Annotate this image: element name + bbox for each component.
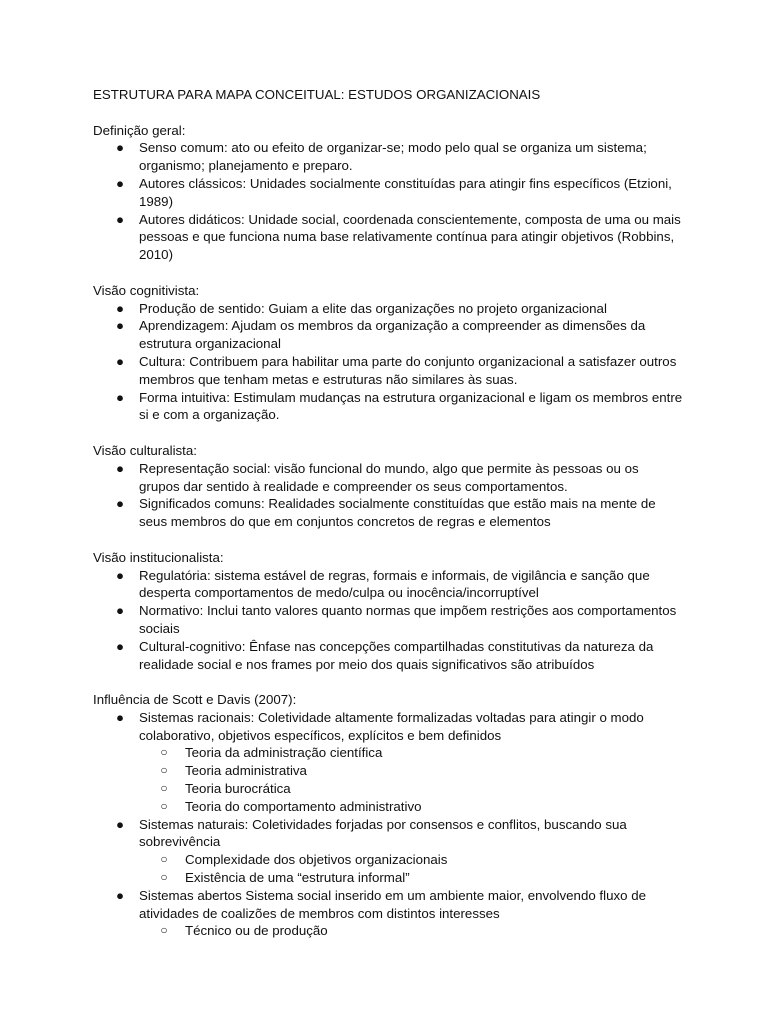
list-item-text: Forma intuitiva: Estimulam mudanças na estrutura organizacional e ligam os membros entre si e com a organização. <box>139 389 683 423</box>
list-item <box>93 175 683 211</box>
sub-list-item <box>139 869 683 887</box>
bullet-icon: ● <box>115 300 125 316</box>
sub-list <box>93 851 683 887</box>
sub-list-item <box>139 922 683 940</box>
sub-list-container <box>93 922 683 940</box>
bullet-icon: ● <box>115 603 125 619</box>
list-item-text: Cultural-cognitivo: Ênfase nas concepções compartilhadas constitutivas da natureza da realidade social e nos frames por meio dos quais significativos são atribuídos <box>139 638 654 672</box>
list-item-text: Senso comum: ato ou efeito de organizar-se; modo pelo qual se organiza um sistema; organismo; planejamento e preparo. <box>139 140 647 174</box>
list-item-text: Autores didáticos: Unidade social, coordenada conscientemente, composta de uma ou mais pessoas e que funciona numa base relativamente contínua para atingir objetivos (Robbins, 2010) <box>139 211 681 263</box>
sub-list-item <box>139 762 683 780</box>
list-item <box>93 495 683 531</box>
section-heading: Visão cognitivista: <box>93 282 200 298</box>
bullet-list <box>93 709 683 940</box>
list-item <box>93 460 683 496</box>
sub-list <box>93 922 683 940</box>
bullet-list <box>93 567 683 674</box>
list-item-text: Normativo: Inclui tanto valores quanto normas que impõem restrições aos comportamentos sociais <box>139 603 677 636</box>
list-item <box>93 709 683 745</box>
sub-list-item <box>139 780 683 798</box>
bullet-icon: ● <box>115 709 125 725</box>
list-item <box>93 887 683 923</box>
section-heading: Visão institucionalista: <box>93 549 224 565</box>
list-item <box>93 602 683 638</box>
list-item-text: Significados comuns: Realidades socialmente constituídas que estão mais na mente de seus membros do que em conjuntos concretos de regras e elementos <box>139 496 656 530</box>
circle-bullet-icon: ○ <box>160 745 168 760</box>
section <box>93 691 683 940</box>
list-item <box>93 389 683 425</box>
bullet-list <box>93 460 683 531</box>
section-heading: Visão culturalista: <box>93 442 197 458</box>
sub-list-item-text: Teoria administrativa <box>185 763 307 779</box>
bullet-icon: ● <box>115 175 125 191</box>
document-body <box>93 122 683 941</box>
list-item-text: Sistemas abertos Sistema social inserido em um ambiente maior, envolvendo fluxo de atividades de coalizões de membros com distintos interesses <box>139 887 647 921</box>
bullet-list <box>93 139 683 264</box>
sub-list-item <box>139 798 683 816</box>
list-item-text: Autores clássicos: Unidades socialmente constituídas para atingir fins específicos (Etzioni, 1989) <box>139 175 672 209</box>
sub-list-item <box>139 744 683 762</box>
bullet-icon: ● <box>115 211 125 227</box>
bullet-icon: ● <box>115 353 125 369</box>
circle-bullet-icon: ○ <box>160 763 168 778</box>
circle-bullet-icon: ○ <box>160 923 168 938</box>
list-item-text: Representação social: visão funcional do mundo, algo que permite às pessoas ou os grupos dar sentido à realidade e compreender os seus comportamentos. <box>139 460 639 494</box>
sub-list-item-text: Técnico ou de produção <box>185 923 328 939</box>
section-heading: Influência de Scott e Davis (2007): <box>93 692 297 708</box>
bullet-icon: ● <box>115 140 125 156</box>
list-item <box>93 567 683 603</box>
list-item <box>93 638 683 674</box>
sub-list-item-text: Teoria da administração científica <box>185 745 383 761</box>
document-page <box>93 86 683 958</box>
sub-list-item-text: Existência de uma “estrutura informal” <box>185 870 410 886</box>
bullet-list <box>93 300 683 425</box>
sub-list-container <box>93 851 683 887</box>
bullet-icon: ● <box>115 460 125 476</box>
list-item-text: Aprendizagem: Ajudam os membros da organização a compreender as dimensões da estrutura organizacional <box>139 318 646 352</box>
circle-bullet-icon: ○ <box>160 798 168 813</box>
bullet-icon: ● <box>115 816 125 832</box>
list-item-text: Cultura: Contribuem para habilitar uma parte do conjunto organizacional a satisfazer outros membros que tenham metas e estruturas não similares às suas. <box>139 353 677 387</box>
section <box>93 549 683 674</box>
sub-list-item-text: Teoria do comportamento administrativo <box>185 798 422 814</box>
list-item <box>93 211 683 264</box>
circle-bullet-icon: ○ <box>160 870 168 885</box>
section <box>93 442 683 531</box>
document-title: ESTRUTURA PARA MAPA CONCEITUAL: ESTUDOS ORGANIZACIONAIS <box>93 87 541 102</box>
section <box>93 122 683 264</box>
section <box>93 282 683 424</box>
list-item <box>93 816 683 852</box>
bullet-icon: ● <box>115 389 125 405</box>
list-item-text: Sistemas naturais: Coletividades forjadas por consensos e conflitos, buscando sua sobrevivência <box>139 816 627 850</box>
sub-list-item-text: Teoria burocrática <box>185 781 291 797</box>
list-item <box>93 139 683 175</box>
bullet-icon: ● <box>115 318 125 334</box>
section-heading: Definição geral: <box>93 122 186 138</box>
list-item-text: Produção de sentido: Guiam a elite das organizações no projeto organizacional <box>139 300 607 316</box>
circle-bullet-icon: ○ <box>160 781 168 796</box>
list-item-text: Sistemas racionais: Coletividade altamente formalizadas voltadas para atingir o modo colaborativo, objetivos específicos, explícitos e bem definidos <box>139 709 644 743</box>
bullet-icon: ● <box>115 567 125 583</box>
sub-list-container <box>93 744 683 815</box>
bullet-icon: ● <box>115 887 125 903</box>
bullet-icon: ● <box>115 496 125 512</box>
list-item-text: Regulatória: sistema estável de regras, formais e informais, de vigilância e sanção que desperta comportamentos de medo/culpa ou inocência/incorruptível <box>139 567 650 601</box>
sub-list-item-text: Complexidade dos objetivos organizacionais <box>185 852 448 868</box>
list-item <box>93 317 683 353</box>
sub-list-item <box>139 851 683 869</box>
circle-bullet-icon: ○ <box>160 852 168 867</box>
list-item <box>93 300 683 318</box>
sub-list <box>93 744 683 815</box>
bullet-icon: ● <box>115 638 125 654</box>
list-item <box>93 353 683 389</box>
